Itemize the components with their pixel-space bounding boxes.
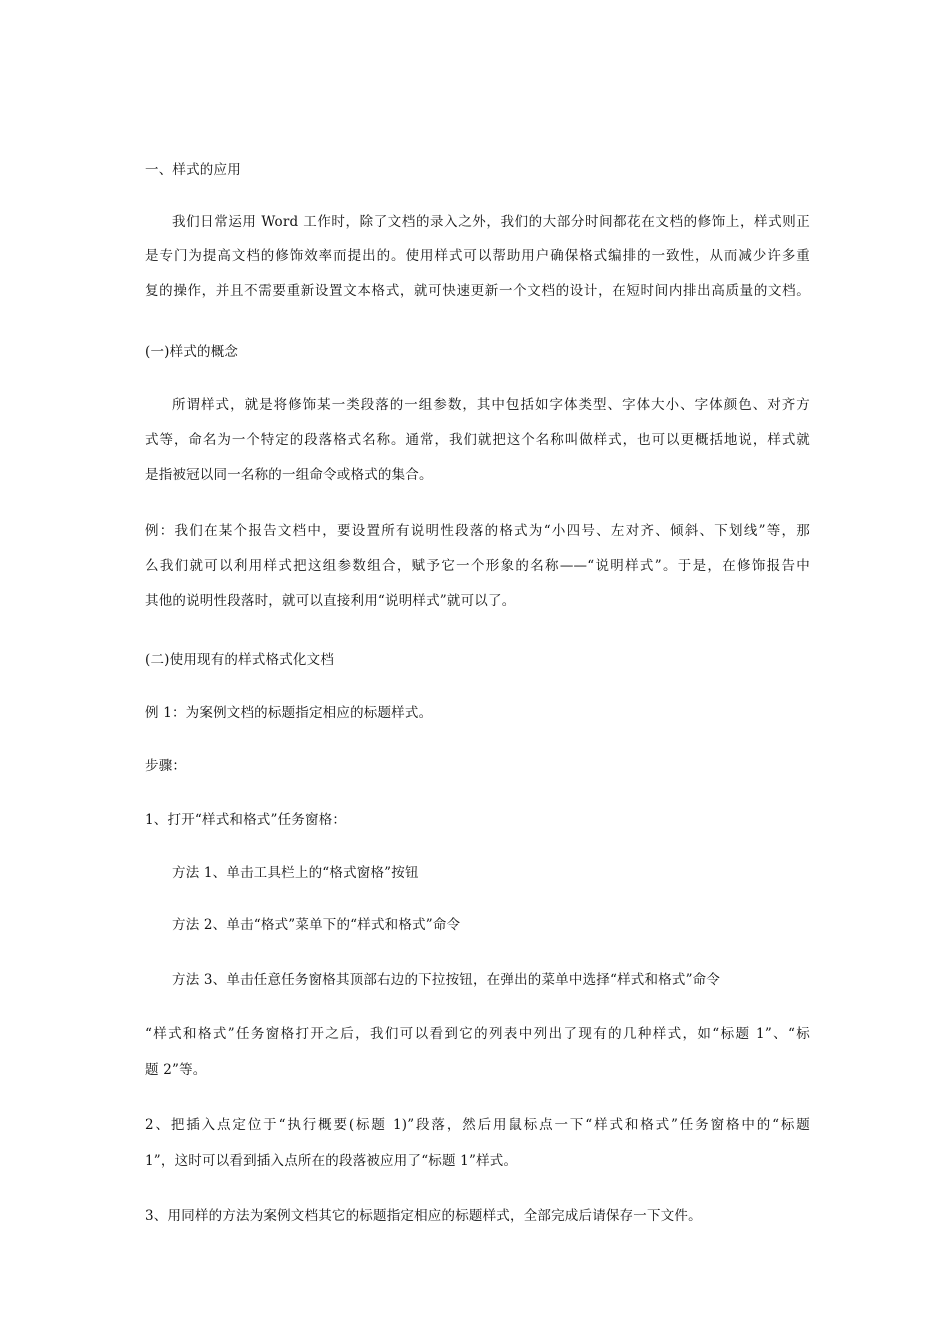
paragraph-line: 题 2”等。 (145, 1062, 207, 1078)
example-line: 么我们就可以利用样式把这组参数组合，赋予它一个形象的名称——“说明样式”。于是，在修饰报告中 (145, 558, 810, 574)
section-heading-style-application: 一、样式的应用 (145, 162, 241, 178)
method-2-line: 方法 2、单击“格式”菜单下的“样式和格式”命令 (172, 917, 461, 933)
step-2-line: 1”，这时可以看到插入点所在的段落被应用了“标题 1”样式。 (145, 1153, 518, 1169)
steps-label: 步骤： (145, 758, 187, 774)
paragraph-line: 是指被冠以同一名称的一组命令或格式的集合。 (145, 467, 433, 483)
example-1-line: 例 1：为案例文档的标题指定相应的标题样式。 (145, 705, 433, 721)
paragraph-line: 复的操作，并且不需要重新设置文本格式，就可快速更新一个文档的设计，在短时间内排出高质量的文档。 (145, 283, 810, 299)
paragraph-line: “样式和格式”任务窗格打开之后，我们可以看到它的列表中列出了现有的几种样式，如“标题 1”、“标 (145, 1026, 810, 1042)
example-line: 其他的说明性段落时，就可以直接利用“说明样式”就可以了。 (145, 593, 516, 609)
paragraph-line: 式等，命名为一个特定的段落格式名称。通常，我们就把这个名称叫做样式，也可以更概括地说，样式就 (145, 432, 810, 448)
paragraph-line: 所谓样式，就是将修饰某一类段落的一组参数，其中包括如字体类型、字体大小、字体颜色、对齐方 (172, 397, 810, 413)
step-3-line: 3、用同样的方法为案例文档其它的标题指定相应的标题样式，全部完成后请保存一下文件。 (145, 1208, 702, 1224)
subheading-use-existing-styles: (二)使用现有的样式格式化文档 (145, 652, 335, 668)
paragraph-line: 是专门为提高文档的修饰效率而提出的。使用样式可以帮助用户确保格式编排的一致性，从而减少许多重 (145, 248, 810, 264)
paragraph-line: 我们日常运用 Word 工作时，除了文档的录入之外，我们的大部分时间都花在文档的修饰上，样式则正 (172, 214, 810, 230)
method-3-line: 方法 3、单击任意任务窗格其顶部右边的下拉按钮，在弹出的菜单中选择“样式和格式”命令 (172, 972, 721, 988)
step-2-line: 2、把插入点定位于“执行概要(标题 1)”段落，然后用鼠标点一下“样式和格式”任务窗格中的“标题 (145, 1117, 810, 1133)
method-1-line: 方法 1、单击工具栏上的“格式窗格”按钮 (172, 865, 419, 881)
example-line: 例：我们在某个报告文档中，要设置所有说明性段落的格式为“小四号、左对齐、倾斜、下划线”等，那 (145, 523, 810, 539)
step-1-line: 1、打开“样式和格式”任务窗格： (145, 812, 347, 828)
subheading-style-concept: (一)样式的概念 (145, 344, 239, 360)
